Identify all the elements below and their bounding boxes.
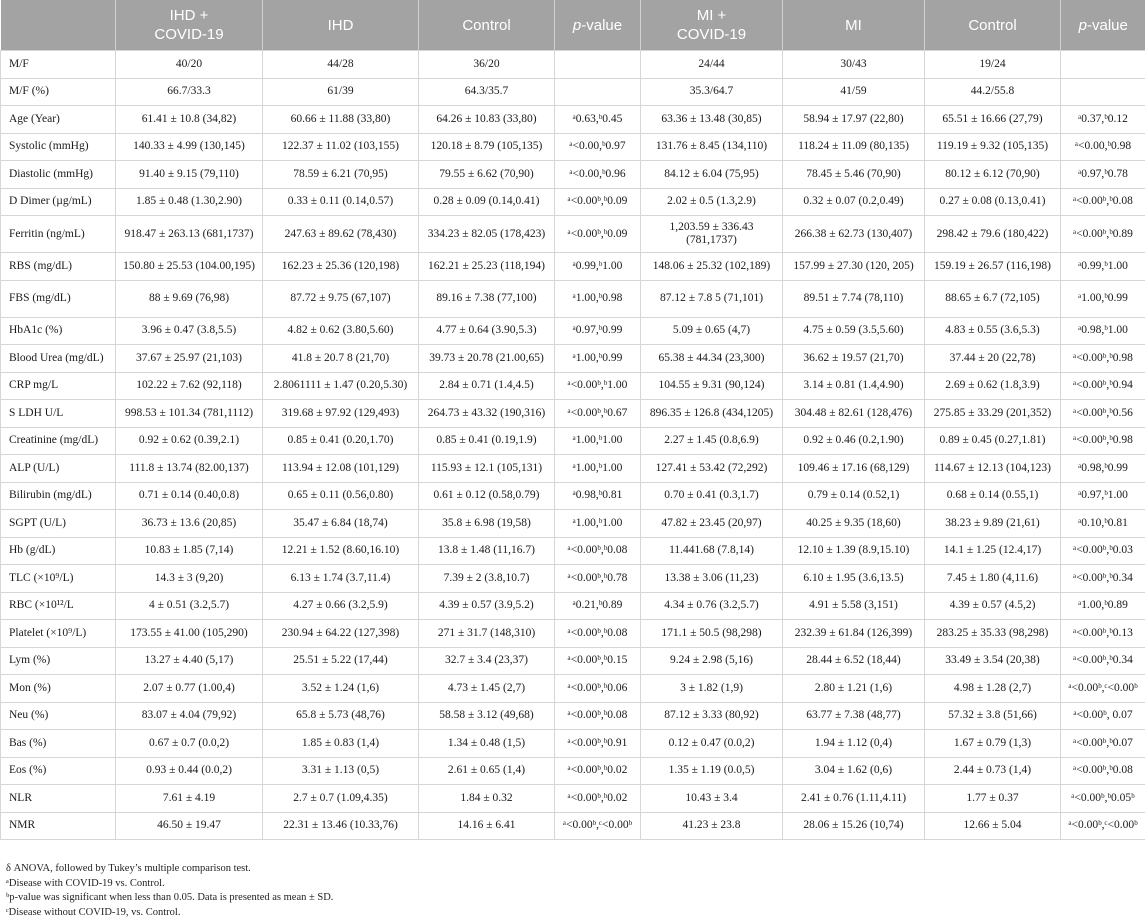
table-cell: ᵃ<0.00ᵇ,ᵇ0.09 xyxy=(555,216,641,253)
table-cell: 2.41 ± 0.76 (1.11,4.11) xyxy=(783,785,925,813)
table-cell: ᵃ1.00,ᵇ0.99 xyxy=(1061,280,1145,317)
table-cell: ᵃ<0.00ᵇ,ᵇ0.09 xyxy=(555,188,641,216)
table-cell: ᵃ1.00,ᵇ1.00 xyxy=(555,427,641,455)
table-cell: 44.2/55.8 xyxy=(925,78,1061,106)
table-cell: 271 ± 31.7 (148,310) xyxy=(419,620,555,648)
header-mi: MI xyxy=(783,0,925,51)
row-label: TLC (×10⁹/L) xyxy=(1,565,116,593)
table-cell: 998.53 ± 101.34 (781,1112) xyxy=(116,400,263,428)
table-cell: 1.94 ± 1.12 (0,4) xyxy=(783,730,925,758)
table-cell: 84.12 ± 6.04 (75,95) xyxy=(641,161,783,189)
table-cell: ᵃ0.37,ᵇ0.12 xyxy=(1061,106,1145,134)
table-cell: 4.91 ± 5.58 (3,151) xyxy=(783,592,925,620)
table-cell: 2.8061111 ± 1.47 (0.20,5.30) xyxy=(263,372,419,400)
table-cell: 0.92 ± 0.46 (0.2,1.90) xyxy=(783,427,925,455)
table-cell: 162.23 ± 25.36 (120,198) xyxy=(263,253,419,281)
row-label: Bilirubin (mg/dL) xyxy=(1,482,116,510)
table-cell: 230.94 ± 64.22 (127,398) xyxy=(263,620,419,648)
table-cell: 896.35 ± 126.8 (434,1205) xyxy=(641,400,783,428)
row-label: Mon (%) xyxy=(1,675,116,703)
table-cell: 113.94 ± 12.08 (101,129) xyxy=(263,455,419,483)
table-cell: 1.84 ± 0.32 xyxy=(419,785,555,813)
table-cell: 44/28 xyxy=(263,51,419,79)
footnote: ᵃDisease with COVID-19 vs. Control. xyxy=(6,877,165,889)
table-cell: 36.62 ± 19.57 (21,70) xyxy=(783,345,925,373)
table-cell: ᵃ<0.00ᵇ,ᵇ0.02 xyxy=(555,757,641,785)
row-label: RBS (mg/dL) xyxy=(1,253,116,281)
table-row xyxy=(1,317,1145,345)
table-cell: 87.72 ± 9.75 (67,107) xyxy=(263,280,419,317)
table-cell: 111.8 ± 13.74 (82.00,137) xyxy=(116,455,263,483)
table-cell: ᵃ<0.00ᵇ,ᵇ0.08 xyxy=(555,620,641,648)
table-cell: 3.52 ± 1.24 (1,6) xyxy=(263,675,419,703)
table-row xyxy=(1,455,1145,483)
table-cell: 12.10 ± 1.39 (8.9,15.10) xyxy=(783,537,925,565)
table-cell: 3.14 ± 0.81 (1.4,4.90) xyxy=(783,372,925,400)
table-cell: 173.55 ± 41.00 (105,290) xyxy=(116,620,263,648)
table-row xyxy=(1,216,1145,253)
table-cell: 46.50 ± 19.47 xyxy=(116,812,263,840)
table-cell: 109.46 ± 17.16 (68,129) xyxy=(783,455,925,483)
footnote: ᵇp-value was significant when less than 0.05. Data is presented as mean ± SD. xyxy=(6,892,334,903)
table-cell: 2.02 ± 0.5 (1.3,2.9) xyxy=(641,188,783,216)
table-cell: 7.61 ± 4.19 xyxy=(116,785,263,813)
header-control-1: Control xyxy=(419,0,555,51)
table-cell: 89.16 ± 7.38 (77,100) xyxy=(419,280,555,317)
table-cell: 3.04 ± 1.62 (0,6) xyxy=(783,757,925,785)
table-cell: 63.36 ± 13.48 (30,85) xyxy=(641,106,783,134)
table-cell: 57.32 ± 3.8 (51,66) xyxy=(925,702,1061,730)
table-cell: 120.18 ± 8.79 (105,135) xyxy=(419,133,555,161)
table-cell: 140.33 ± 4.99 (130,145) xyxy=(116,133,263,161)
table-cell: 58.58 ± 3.12 (49,68) xyxy=(419,702,555,730)
row-label: M/F xyxy=(1,51,116,79)
table-cell: 2.69 ± 0.62 (1.8,3.9) xyxy=(925,372,1061,400)
table-cell: 58.94 ± 17.97 (22,80) xyxy=(783,106,925,134)
header-p-value-2: p-value xyxy=(1061,0,1145,51)
table-cell: 0.92 ± 0.62 (0.39,2.1) xyxy=(116,427,263,455)
table-cell: 319.68 ± 97.92 (129,493) xyxy=(263,400,419,428)
table-cell: ᵃ1.00,ᵇ0.89 xyxy=(1061,592,1145,620)
table-cell: 104.55 ± 9.31 (90,124) xyxy=(641,372,783,400)
table-cell: 162.21 ± 25.23 (118,194) xyxy=(419,253,555,281)
table-cell: 4.77 ± 0.64 (3.90,5.3) xyxy=(419,317,555,345)
table-cell: 0.68 ± 0.14 (0.55,1) xyxy=(925,482,1061,510)
table-cell xyxy=(1061,78,1145,106)
row-label: Neu (%) xyxy=(1,702,116,730)
table-cell: 13.38 ± 3.06 (11,23) xyxy=(641,565,783,593)
table-cell: 118.24 ± 11.09 (80,135) xyxy=(783,133,925,161)
table-cell: 3.96 ± 0.47 (3.8,5.5) xyxy=(116,317,263,345)
table-cell: ᵃ<0.00ᵇ,ᵇ0.98 xyxy=(1061,345,1145,373)
table-cell: 127.41 ± 53.42 (72,292) xyxy=(641,455,783,483)
table-cell: 0.33 ± 0.11 (0.14,0.57) xyxy=(263,188,419,216)
table-cell: ᵃ<0.00ᵇ,ᵇ0.34 xyxy=(1061,565,1145,593)
table-cell: 5.09 ± 0.65 (4,7) xyxy=(641,317,783,345)
table-cell: 24/44 xyxy=(641,51,783,79)
table-cell: 7.45 ± 1.80 (4,11.6) xyxy=(925,565,1061,593)
table-cell: 91.40 ± 9.15 (79,110) xyxy=(116,161,263,189)
row-label: NMR xyxy=(1,812,116,840)
table-cell: 0.93 ± 0.44 (0.0,2) xyxy=(116,757,263,785)
table-row xyxy=(1,400,1145,428)
table-row xyxy=(1,133,1145,161)
table-cell: 159.19 ± 26.57 (116,198) xyxy=(925,253,1061,281)
table-cell: ᵃ<0.00ᵇ,ᵇ1.00 xyxy=(555,372,641,400)
table-cell: 32.7 ± 3.4 (23,37) xyxy=(419,647,555,675)
table-cell: 0.70 ± 0.41 (0.3,1.7) xyxy=(641,482,783,510)
table-row xyxy=(1,785,1145,813)
table-cell: 88.65 ± 6.7 (72,105) xyxy=(925,280,1061,317)
table-cell: 0.28 ± 0.09 (0.14,0.41) xyxy=(419,188,555,216)
table-cell: 28.06 ± 15.26 (10,74) xyxy=(783,812,925,840)
row-label: Lym (%) xyxy=(1,647,116,675)
table-cell: 0.67 ± 0.7 (0.0,2) xyxy=(116,730,263,758)
table-cell: 13.27 ± 4.40 (5,17) xyxy=(116,647,263,675)
row-label: Platelet (×10⁹/L) xyxy=(1,620,116,648)
table-cell: 918.47 ± 263.13 (681,1737) xyxy=(116,216,263,253)
table-cell: 64.3/35.7 xyxy=(419,78,555,106)
table-cell: 83.07 ± 4.04 (79,92) xyxy=(116,702,263,730)
table-cell: 157.99 ± 27.30 (120, 205) xyxy=(783,253,925,281)
table-cell: 11.441.68 (7.8,14) xyxy=(641,537,783,565)
table-cell: 13.8 ± 1.48 (11,16.7) xyxy=(419,537,555,565)
table-cell: 64.26 ± 10.83 (33,80) xyxy=(419,106,555,134)
table-cell: 150.80 ± 25.53 (104.00,195) xyxy=(116,253,263,281)
table-cell: 4.83 ± 0.55 (3.6,5.3) xyxy=(925,317,1061,345)
table-cell: 14.3 ± 3 (9,20) xyxy=(116,565,263,593)
table-cell: 61/39 xyxy=(263,78,419,106)
table-cell: 4.73 ± 1.45 (2,7) xyxy=(419,675,555,703)
table-cell: ᵃ<0.00ᵇ,ᶜ<0.00ᵇ xyxy=(555,812,641,840)
table-row xyxy=(1,161,1145,189)
table-row xyxy=(1,51,1145,79)
table-cell: ᵃ0.63,ᵇ0.45 xyxy=(555,106,641,134)
table-row xyxy=(1,345,1145,373)
table-cell: 6.13 ± 1.74 (3.7,11.4) xyxy=(263,565,419,593)
table-cell: ᵃ<0.00ᵇ,ᵇ0.98 xyxy=(1061,427,1145,455)
table-row xyxy=(1,592,1145,620)
table-cell: 33.49 ± 3.54 (20,38) xyxy=(925,647,1061,675)
header-ihd-covid: IHD + COVID-19 xyxy=(116,0,263,51)
header-ihd: IHD xyxy=(263,0,419,51)
table-cell: ᵃ<0.00ᵇ,ᵇ0.67 xyxy=(555,400,641,428)
table-cell: 247.63 ± 89.62 (78,430) xyxy=(263,216,419,253)
header-mi-covid: MI + COVID-19 xyxy=(641,0,783,51)
table-row xyxy=(1,188,1145,216)
table-cell: 61.41 ± 10.8 (34,82) xyxy=(116,106,263,134)
table-cell: 25.51 ± 5.22 (17,44) xyxy=(263,647,419,675)
table-row xyxy=(1,510,1145,538)
table-row xyxy=(1,620,1145,648)
table-cell: ᵃ<0.00ᵇ,ᵇ0.08 xyxy=(1061,757,1145,785)
table-cell: 30/43 xyxy=(783,51,925,79)
row-label: Creatinine (mg/dL) xyxy=(1,427,116,455)
table-row xyxy=(1,757,1145,785)
row-label: M/F (%) xyxy=(1,78,116,106)
table-cell: 298.42 ± 79.6 (180,422) xyxy=(925,216,1061,253)
table-cell: ᵃ<0.00ᵇ,ᶜ<0.00ᵇ xyxy=(1061,812,1145,840)
table-cell: 0.32 ± 0.07 (0.2,0.49) xyxy=(783,188,925,216)
table-cell: 2.27 ± 1.45 (0.8,6.9) xyxy=(641,427,783,455)
table-cell: 2.80 ± 1.21 (1,6) xyxy=(783,675,925,703)
table-cell: ᵃ<0.00ᵇ,ᶜ<0.00ᵇ xyxy=(1061,675,1145,703)
table-cell: 119.19 ± 9.32 (105,135) xyxy=(925,133,1061,161)
row-label: NLR xyxy=(1,785,116,813)
table-cell: 65.51 ± 16.66 (27,79) xyxy=(925,106,1061,134)
table-cell: ᵃ<0.00ᵇ,ᵇ0.06 xyxy=(555,675,641,703)
table-cell: 148.06 ± 25.32 (102,189) xyxy=(641,253,783,281)
table-cell: ᵃ0.21,ᵇ0.89 xyxy=(555,592,641,620)
table-cell: 41/59 xyxy=(783,78,925,106)
table-cell: 89.51 ± 7.74 (78,110) xyxy=(783,280,925,317)
table-cell: 14.1 ± 1.25 (12.4,17) xyxy=(925,537,1061,565)
table-cell: ᵃ<0.00ᵇ,ᵇ0.08 xyxy=(555,537,641,565)
table-cell: 1.77 ± 0.37 xyxy=(925,785,1061,813)
table-cell: 60.66 ± 11.88 (33,80) xyxy=(263,106,419,134)
row-label: Ferritin (ng/mL) xyxy=(1,216,116,253)
table-cell: 275.85 ± 33.29 (201,352) xyxy=(925,400,1061,428)
table-cell: 2.07 ± 0.77 (1.00,4) xyxy=(116,675,263,703)
row-label: RBC (×10¹²/L xyxy=(1,592,116,620)
header-p-value-1: p-value xyxy=(555,0,641,51)
table-cell: 304.48 ± 82.61 (128,476) xyxy=(783,400,925,428)
table-cell: ᵃ<0.00ᵇ,ᵇ0.13 xyxy=(1061,620,1145,648)
row-label: Diastolic (mmHg) xyxy=(1,161,116,189)
table-cell: 78.45 ± 5.46 (70,90) xyxy=(783,161,925,189)
table-cell: ᵃ1.00,ᵇ0.99 xyxy=(555,345,641,373)
table-cell: 1.67 ± 0.79 (1,3) xyxy=(925,730,1061,758)
table-cell: ᵃ0.97,ᵇ0.99 xyxy=(555,317,641,345)
table-cell: 4.82 ± 0.62 (3.80,5.60) xyxy=(263,317,419,345)
table-cell: 10.83 ± 1.85 (7,14) xyxy=(116,537,263,565)
table-footnotes xyxy=(6,862,333,920)
table-cell: 36.73 ± 13.6 (20,85) xyxy=(116,510,263,538)
table-cell: ᵃ<0.00,ᵇ0.97 xyxy=(555,133,641,161)
table-cell: 3 ± 1.82 (1,9) xyxy=(641,675,783,703)
table-cell: 4.27 ± 0.66 (3.2,5.9) xyxy=(263,592,419,620)
row-label: Systolic (mmHg) xyxy=(1,133,116,161)
table-cell: 40.25 ± 9.35 (18,60) xyxy=(783,510,925,538)
table-cell: 0.65 ± 0.11 (0.56,0.80) xyxy=(263,482,419,510)
table-cell: 79.55 ± 6.62 (70,90) xyxy=(419,161,555,189)
table-cell: ᵃ0.98,ᵇ0.81 xyxy=(555,482,641,510)
table-cell: 12.66 ± 5.04 xyxy=(925,812,1061,840)
row-label: D Dimer (µg/mL) xyxy=(1,188,116,216)
table-cell: 283.25 ± 35.33 (98,298) xyxy=(925,620,1061,648)
table-row xyxy=(1,565,1145,593)
table-row xyxy=(1,482,1145,510)
table-cell: 35.3/64.7 xyxy=(641,78,783,106)
table-cell: 4.39 ± 0.57 (3.9,5.2) xyxy=(419,592,555,620)
table-cell: ᵃ<0.00,ᵇ0.98 xyxy=(1061,133,1145,161)
table-cell: 0.27 ± 0.08 (0.13,0.41) xyxy=(925,188,1061,216)
table-cell: 41.23 ± 23.8 xyxy=(641,812,783,840)
table-cell: 4.98 ± 1.28 (2,7) xyxy=(925,675,1061,703)
table-cell: ᵃ0.98,ᵇ0.99 xyxy=(1061,455,1145,483)
table-row xyxy=(1,78,1145,106)
row-label: Blood Urea (mg/dL) xyxy=(1,345,116,373)
table-cell: 0.12 ± 0.47 (0.0,2) xyxy=(641,730,783,758)
row-label: HbA1c (%) xyxy=(1,317,116,345)
footnote: ᶜDisease without COVID-19, vs. Control. xyxy=(6,906,181,918)
table-cell: ᵃ<0.00ᵇ,ᵇ0.15 xyxy=(555,647,641,675)
table-cell: 35.47 ± 6.84 (18,74) xyxy=(263,510,419,538)
table-row xyxy=(1,647,1145,675)
table-row xyxy=(1,537,1145,565)
table-row xyxy=(1,427,1145,455)
row-label: Eos (%) xyxy=(1,757,116,785)
table-row xyxy=(1,280,1145,317)
table-cell: ᵃ<0.00ᵇ,ᵇ0.89 xyxy=(1061,216,1145,253)
table-cell: 115.93 ± 12.1 (105,131) xyxy=(419,455,555,483)
table-cell: 19/24 xyxy=(925,51,1061,79)
table-cell: ᵃ0.99,ᵇ1.00 xyxy=(1061,253,1145,281)
table-cell xyxy=(1061,51,1145,79)
table-row xyxy=(1,812,1145,840)
table-cell: ᵃ1.00,ᵇ1.00 xyxy=(555,510,641,538)
table-row xyxy=(1,106,1145,134)
table-cell: ᵃ0.99,ᵇ1.00 xyxy=(555,253,641,281)
table-header-row xyxy=(1,0,1145,51)
table-cell xyxy=(555,78,641,106)
table-cell: 38.23 ± 9.89 (21,61) xyxy=(925,510,1061,538)
table-cell: 37.67 ± 25.97 (21,103) xyxy=(116,345,263,373)
table-cell: 10.43 ± 3.4 xyxy=(641,785,783,813)
header-variable xyxy=(1,0,116,51)
table-cell: 171.1 ± 50.5 (98,298) xyxy=(641,620,783,648)
table-cell: 7.39 ± 2 (3.8,10.7) xyxy=(419,565,555,593)
table-cell: 1.35 ± 1.19 (0.0,5) xyxy=(641,757,783,785)
table-cell: 65.38 ± 44.34 (23,300) xyxy=(641,345,783,373)
table-cell: 2.84 ± 0.71 (1.4,4.5) xyxy=(419,372,555,400)
table-cell: 66.7/33.3 xyxy=(116,78,263,106)
table-cell: ᵃ0.10,ᵇ0.81 xyxy=(1061,510,1145,538)
table-cell: 4.34 ± 0.76 (3.2,5.7) xyxy=(641,592,783,620)
table-cell: 78.59 ± 6.21 (70,95) xyxy=(263,161,419,189)
table-cell: ᵃ1.00,ᵇ1.00 xyxy=(555,455,641,483)
table-cell: ᵃ<0.00ᵇ, 0.07 xyxy=(1061,702,1145,730)
table-cell: 88 ± 9.69 (76,98) xyxy=(116,280,263,317)
table-cell: 1.85 ± 0.83 (1,4) xyxy=(263,730,419,758)
table-cell: 114.67 ± 12.13 (104,123) xyxy=(925,455,1061,483)
table-cell: 0.85 ± 0.41 (0.19,1.9) xyxy=(419,427,555,455)
table-cell: 37.44 ± 20 (22,78) xyxy=(925,345,1061,373)
footnote: δ ANOVA, followed by Tukey’s multiple comparison test. xyxy=(6,863,251,874)
table-cell: 63.77 ± 7.38 (48,77) xyxy=(783,702,925,730)
table-cell: 14.16 ± 6.41 xyxy=(419,812,555,840)
table-cell: ᵃ1.00,ᵇ0.98 xyxy=(555,280,641,317)
table-cell: 264.73 ± 43.32 (190,316) xyxy=(419,400,555,428)
row-label: ALP (U/L) xyxy=(1,455,116,483)
row-label: Bas (%) xyxy=(1,730,116,758)
table-cell: 0.79 ± 0.14 (0.52,1) xyxy=(783,482,925,510)
table-cell: 87.12 ± 3.33 (80,92) xyxy=(641,702,783,730)
table-row xyxy=(1,253,1145,281)
table-cell: 80.12 ± 6.12 (70,90) xyxy=(925,161,1061,189)
row-label: Age (Year) xyxy=(1,106,116,134)
table-row xyxy=(1,730,1145,758)
table-cell: ᵃ0.98,ᵇ1.00 xyxy=(1061,317,1145,345)
row-label: Hb (g/dL) xyxy=(1,537,116,565)
table-cell: ᵃ<0.00ᵇ,ᵇ0.05ᵇ xyxy=(1061,785,1145,813)
table-cell: ᵃ<0.00,ᵇ0.96 xyxy=(555,161,641,189)
table-cell: 4.75 ± 0.59 (3.5,5.60) xyxy=(783,317,925,345)
table-cell: 47.82 ± 23.45 (20,97) xyxy=(641,510,783,538)
table-cell: 232.39 ± 61.84 (126,399) xyxy=(783,620,925,648)
table-cell: 266.38 ± 62.73 (130,407) xyxy=(783,216,925,253)
row-label: FBS (mg/dL) xyxy=(1,280,116,317)
row-label: SGPT (U/L) xyxy=(1,510,116,538)
table-cell: ᵃ<0.00ᵇ,ᵇ0.07 xyxy=(1061,730,1145,758)
table-cell: 131.76 ± 8.45 (134,110) xyxy=(641,133,783,161)
table-cell: ᵃ<0.00ᵇ,ᵇ0.03 xyxy=(1061,537,1145,565)
table-cell: ᵃ<0.00ᵇ,ᵇ0.91 xyxy=(555,730,641,758)
table-cell: 334.23 ± 82.05 (178,423) xyxy=(419,216,555,253)
table-cell: 2.44 ± 0.73 (1,4) xyxy=(925,757,1061,785)
table-cell: 1,203.59 ± 336.43 (781,1737) xyxy=(641,216,783,253)
table-cell: 0.61 ± 0.12 (0.58,0.79) xyxy=(419,482,555,510)
table-cell: 28.44 ± 6.52 (18,44) xyxy=(783,647,925,675)
table-cell: 12.21 ± 1.52 (8.60,16.10) xyxy=(263,537,419,565)
table-cell: 39.73 ± 20.78 (21.00,65) xyxy=(419,345,555,373)
table-cell: 1.85 ± 0.48 (1.30,2.90) xyxy=(116,188,263,216)
table-cell: 0.89 ± 0.45 (0.27,1.81) xyxy=(925,427,1061,455)
table-cell xyxy=(555,51,641,79)
table-row xyxy=(1,675,1145,703)
table-cell: ᵃ<0.00ᵇ,ᵇ0.78 xyxy=(555,565,641,593)
table-cell: 9.24 ± 2.98 (5,16) xyxy=(641,647,783,675)
table-cell: 36/20 xyxy=(419,51,555,79)
row-label: S LDH U/L xyxy=(1,400,116,428)
table-cell: 35.8 ± 6.98 (19,58) xyxy=(419,510,555,538)
table-cell: 65.8 ± 5.73 (48,76) xyxy=(263,702,419,730)
table-cell: 3.31 ± 1.13 (0,5) xyxy=(263,757,419,785)
table-cell: 0.71 ± 0.14 (0.40,0.8) xyxy=(116,482,263,510)
table-cell: 22.31 ± 13.46 (10.33,76) xyxy=(263,812,419,840)
table-cell: 102.22 ± 7.62 (92,118) xyxy=(116,372,263,400)
table-cell: ᵃ<0.00ᵇ,ᵇ0.34 xyxy=(1061,647,1145,675)
table-cell: 2.7 ± 0.7 (1.09,4.35) xyxy=(263,785,419,813)
table-cell: ᵃ<0.00ᵇ,ᵇ0.08 xyxy=(555,702,641,730)
table-cell: ᵃ0.97,ᵇ1.00 xyxy=(1061,482,1145,510)
table-cell: 2.61 ± 0.65 (1,4) xyxy=(419,757,555,785)
table-row xyxy=(1,702,1145,730)
table-cell: 4.39 ± 0.57 (4.5,2) xyxy=(925,592,1061,620)
header-control-2: Control xyxy=(925,0,1061,51)
table-row xyxy=(1,372,1145,400)
table-cell: 41.8 ± 20.7 8 (21,70) xyxy=(263,345,419,373)
table-cell: ᵃ<0.00ᵇ,ᵇ0.94 xyxy=(1061,372,1145,400)
table-cell: 0.85 ± 0.41 (0.20,1.70) xyxy=(263,427,419,455)
row-label: CRP mg/L xyxy=(1,372,116,400)
table-cell: ᵃ<0.00ᵇ,ᵇ0.02 xyxy=(555,785,641,813)
table-cell: 6.10 ± 1.95 (3.6,13.5) xyxy=(783,565,925,593)
table-cell: ᵃ<0.00ᵇ,ᵇ0.56 xyxy=(1061,400,1145,428)
table-cell: 40/20 xyxy=(116,51,263,79)
table-cell: 87.12 ± 7.8 5 (71,101) xyxy=(641,280,783,317)
table-cell: 122.37 ± 11.02 (103,155) xyxy=(263,133,419,161)
table-cell: 4 ± 0.51 (3.2,5.7) xyxy=(116,592,263,620)
table-cell: ᵃ0.97,ᵇ0.78 xyxy=(1061,161,1145,189)
table-cell: ᵃ<0.00ᵇ,ᵇ0.08 xyxy=(1061,188,1145,216)
table-cell: 1.34 ± 0.48 (1,5) xyxy=(419,730,555,758)
